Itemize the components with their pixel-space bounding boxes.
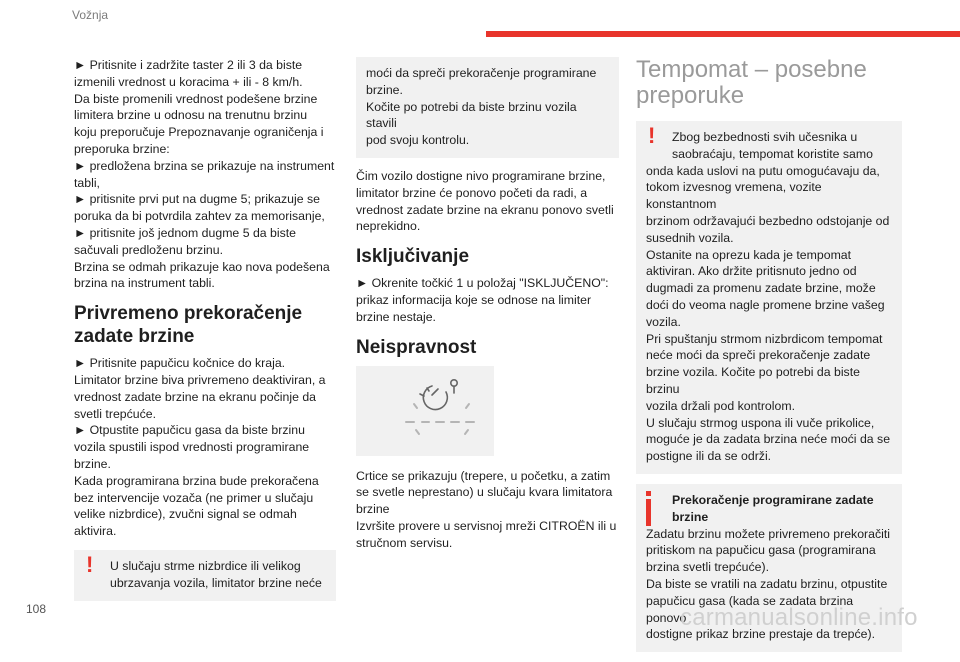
text-line: Da biste promenili vrednost podešene brzine [74,91,318,106]
warning-line: brzinom održavajući bezbedno odstojanje od [646,213,890,228]
info-title: brzine [672,509,709,524]
text-line: svetli trepćuće. [74,406,157,421]
info-line: pritiskom na papučicu gasa (programirana [646,543,876,558]
column-2 [356,57,619,552]
running-header: Vožnja [72,8,109,22]
text-line: brzine nestaje. [356,309,436,324]
text-line: ► pritisnite još jednom dugme 5 da biste [74,225,297,240]
warning-line: vozila držali pod kontrolom. [646,398,795,413]
section-heading-malfunction: Neispravnost [356,336,477,358]
warning-line: saobraćaju, tempomat koristite samo [672,146,873,161]
warning-line: ubrzavanja vozila, limitator brzine neće [110,575,322,590]
text-line: izmenili vrednost u koracima + ili - 8 km/h. [74,74,303,89]
text-line: poruka da bi potvrdila zahtev za memorisanje, [74,209,325,224]
warning-icon: ! [648,123,656,148]
text-line: vrednost zadate brzine na ekranu ponovo svetli [356,202,614,217]
text-line: bez intervencije vozača (ne primer u slučaju [74,490,314,505]
warning-line: moguće je da zadata brzina neće moći da se [646,432,891,447]
text-line: ► Pritisnite papučicu kočnice do kraja. [74,356,286,371]
warning-line: Zbog bezbednosti svih učesnika u [672,130,858,144]
warning-icon: ! [86,551,94,577]
warning-line: dugmadi za promenu zadate brzine, može [646,281,876,296]
text-line: vrednost zadate brzine na ekranu počinje da [74,389,316,404]
warning-line: onda kada uslovi na putu omogućavaju da, [646,163,880,178]
section-heading-temporary-overspeed: Privremeno prekoračenje zadate brzine [74,303,303,348]
watermark: carmanualsonline.info [680,604,918,631]
text-line: koju preporučuje Prepoznavanje ograničenja i [74,125,324,140]
text-line: sačuvali predloženu brzinu. [74,242,224,257]
overspeed-text [74,355,336,540]
warning-line: neće moći da spreči prekoračenje zadate [646,348,871,363]
text-line: ► Okrenite točkić 1 u položaj "ISKLJUČENO": [356,276,609,291]
warning-line: brzine vozila. Kočite po potrebi da biste brzinu [646,365,860,396]
warning-line: brzine. [366,82,403,97]
text-line: ► pritisnite prvi put na dugme 5; prikazuje se [74,192,320,207]
intro-text [74,57,336,292]
text-line: limitator brzine će ponovo početi da radi, a [356,185,588,200]
resume-text [356,168,619,235]
page-number: 108 [26,602,47,616]
warning-box-continued [356,57,619,158]
warning-line: aktiviran. Ako držite pritisnuto jedno od [646,264,857,279]
section-heading-switching-off: Isključivanje [356,246,470,268]
warning-line: susednih vozila. [646,230,734,245]
warning-line: Pri spuštanju strmom nizbrdicom tempomat [646,331,883,346]
warning-box [636,121,902,474]
warning-box [74,550,336,601]
info-line: Da biste se vratili na zadatu brzinu, otpustite [646,576,888,591]
text-line: velike nizbrdice), zvučni signal se odmah [74,507,297,522]
text-line: Brzina se odmah prikazuje kao nova podešena [74,259,330,274]
text-line: limitera brzine u odnosu na trenutnu brzinu [74,108,308,123]
warning-line: moći da spreči prekoračenje programirane [366,66,597,80]
column-3 [636,57,902,662]
text-line: ► Otpustite papučicu gasa da biste brzinu [74,423,305,438]
warning-line: tokom izvesnog vremena, vozite konstantnom [646,180,822,212]
text-line: neprekidno. [356,219,421,234]
warning-line: Kočite po potrebi da biste brzinu vozila stavili [366,99,577,131]
text-line: brzina na instrument tabli. [74,276,215,291]
speed-limiter-fault-icon [356,366,494,456]
warning-line: vozila. [646,314,681,329]
switch-off-text [356,275,619,325]
text-line: Limitator brzine biva privremeno deaktiviran, a [74,372,326,387]
info-line: dostigne prikaz brzine prestaje da trepće). [646,627,875,642]
warning-line: U slučaju strme nizbrdice ili velikog [110,558,301,573]
text-line: aktivira. [74,524,117,539]
text-line: tabli, [74,175,100,190]
text-line: vozila spustili ispod vrednosti programirane [74,440,310,455]
info-line: Zadatu brzinu možete privremeno prekoračiti [646,526,890,541]
text-line: se svetle neprestano) u slučaju kvara limitatora [356,485,613,500]
info-line: papučicu gasa (kada se zadata brzina ponovo [646,593,854,625]
text-line: brzine [356,502,390,517]
text-line: ► Pritisnite i zadržite taster 2 ili 3 da biste [74,58,303,72]
text-line: Izvršite provere u servisnoj mreži CITROËN ili u [356,518,617,533]
malfunction-text [356,468,619,552]
text-line: brzine. [74,456,111,471]
info-title: Prekoračenje programirane zadate [672,492,874,507]
header-accent-bar [486,31,960,37]
text-line: prikaz informacija koje se odnose na limiter [356,292,592,307]
fault-display-figure [356,366,494,456]
text-line: preporuka brzine: [74,141,170,156]
text-line: Crtice se prikazuju (trepere, u početku, a zatim [356,468,611,483]
warning-line: pod svoju kontrolu. [366,133,470,148]
text-line: ► predložena brzina se prikazuje na instrument [74,158,335,173]
section-heading-cruise-control-recommendations: Tempomat – posebne preporuke [636,56,867,109]
warning-line: U slučaju strmog uspona ili vuče prikolice, [646,415,875,430]
warning-line: postigne ili da se održi. [646,449,772,464]
text-line: Kada programirana brzina bude prekoračena [74,473,319,488]
column-1 [74,57,336,611]
info-line: brzina svetli trepćuće). [646,560,770,575]
text-line: Čim vozilo dostigne nivo programirane brzine, [356,168,606,183]
warning-line: Ostanite na oprezu kada je tempomat [646,247,852,262]
text-line: stručnom servisu. [356,535,453,550]
warning-line: doći do veoma nagle promene brzine vašeg [646,297,885,312]
info-icon [646,491,651,527]
